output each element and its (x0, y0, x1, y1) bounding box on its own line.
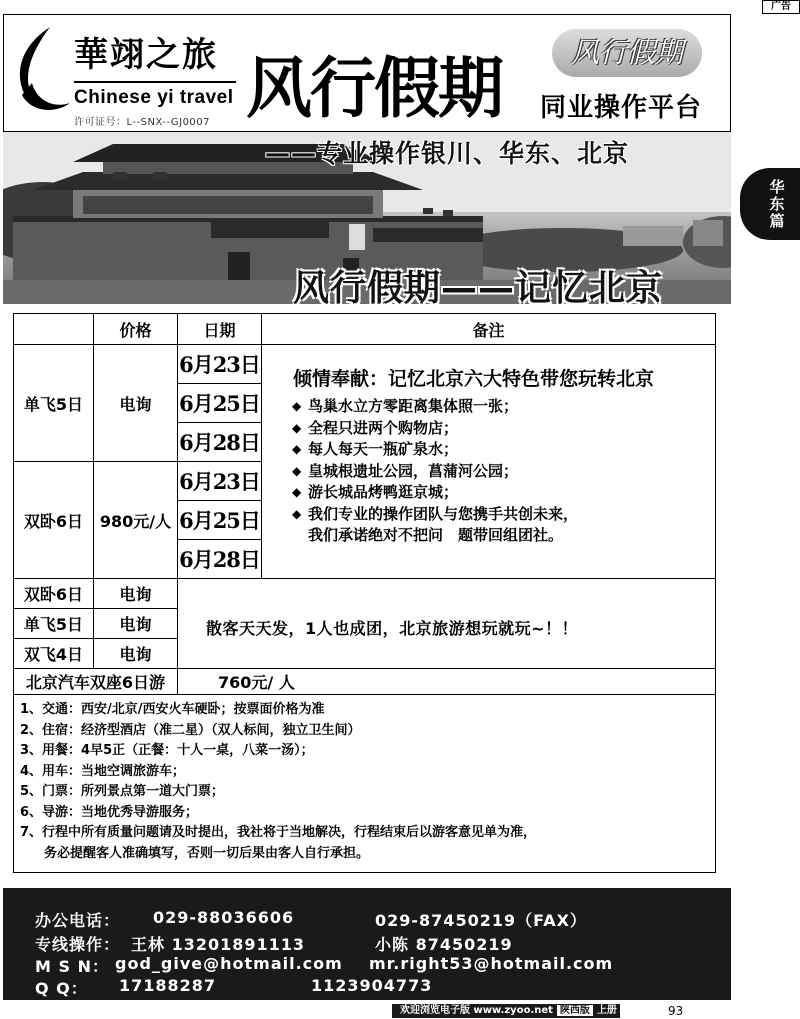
qq-label: Q Q： (35, 979, 88, 998)
volume-label: 上册 (596, 1005, 617, 1016)
tour-name: 单飞5日 (14, 345, 94, 462)
feature-item: ◆ 全程只进两个购物店； (292, 418, 578, 440)
tour-price: 电询 (94, 639, 178, 669)
tour-date: 6月25日 (178, 384, 262, 423)
terms-item: 3、用餐：4早5正（正餐：十人一桌，八菜一汤）； (20, 743, 314, 758)
promo-text: 散客天天发，1人也成团，北京旅游想玩就玩~！！ (206, 619, 579, 638)
header-date: 日期 (178, 314, 262, 345)
header-empty-cell (14, 314, 94, 345)
feature-item: ◆ 我们专业的操作团队与您携手共创未来， (292, 504, 578, 526)
tiananmen-photo (3, 132, 731, 304)
feature-item: ◆ 每人每天一瓶矿泉水； (292, 439, 578, 461)
terms-item: 1、交通：西安/北京/西安火车硬卧；按票面价格为准 (20, 702, 325, 717)
tour-date: 6月23日 (178, 462, 262, 501)
tour-date: 6月28日 (178, 423, 262, 462)
side-tab-east-china (740, 168, 800, 240)
brand-script-logo: 风行假期 (552, 29, 702, 77)
logo-english-name: Chinese yi travel (74, 87, 234, 108)
terms-list (20, 700, 536, 864)
tour-date: 6月25日 (178, 501, 262, 540)
terms-item: 4、用车：当地空调旅游车； (20, 763, 186, 779)
feature-item: 我们承诺绝对不把问 题带回组团社。 (308, 526, 564, 544)
tour-date: 6月23日 (178, 345, 262, 384)
logo (10, 21, 238, 127)
msn-address-1: god_give@hotmail.com (115, 954, 343, 973)
bus-tour-price: 760元/ 人 (178, 669, 715, 695)
tour-date: 6月28日 (178, 540, 262, 579)
tour-price: 电询 (94, 579, 178, 609)
brand-subtitle: 同业操作平台 (540, 93, 703, 123)
qq-number-2: 1123904773 (311, 976, 433, 995)
ad-tag: 广告 (762, 0, 800, 14)
bus-tour-name: 北京汽车双座6日游 (14, 669, 178, 695)
diamond-bullet-icon: ◆ (292, 506, 302, 521)
side-tab-char-2: 东 (769, 195, 785, 213)
diamond-bullet-icon: ◆ (292, 442, 302, 456)
notes-title: 倾情奉献：记忆北京六大特色带您玩转北京 (293, 368, 655, 390)
line-contact-wang: 王林 13201891113 (131, 935, 306, 954)
page-number: 93 (668, 1004, 684, 1018)
msn-label: M S N： (35, 957, 109, 976)
brand-title: 风行假期 (246, 49, 502, 127)
side-tab-char-1: 华 (769, 178, 785, 196)
license-number: 许可证号：L--SNX--GJ0007 (74, 117, 211, 128)
banner-title: 风行假期——记忆北京 (293, 268, 664, 304)
feature-list (292, 396, 578, 547)
terms-item: 5、门票：所列景点第一道大门票； (20, 784, 225, 799)
diamond-bullet-icon: ◆ (292, 420, 302, 435)
tour-name: 单飞5日 (14, 609, 94, 639)
edition-label: 陕西版 (557, 1005, 593, 1016)
line-contact-chen: 小陈 87450219 (375, 935, 513, 954)
line-contact-label: 专线操作： (35, 935, 121, 954)
terms-item: 7、行程中所有质量问题请及时提出，我社将于当地解决，行程结束后以游客意见单为准， (20, 825, 537, 840)
tour-price-table (13, 313, 716, 873)
diamond-bullet-icon: ◆ (292, 463, 302, 478)
qq-number-1: 17188287 (119, 976, 217, 995)
office-phone-label: 办公电话： (35, 911, 121, 930)
tour-name: 双卧6日 (14, 579, 94, 609)
tour-price: 电询 (94, 345, 178, 462)
header (3, 14, 731, 132)
tour-name: 双飞4日 (14, 639, 94, 669)
header-notes: 备注 (262, 314, 715, 345)
side-tab-char-3: 篇 (769, 212, 785, 230)
diamond-bullet-icon: ◆ (292, 485, 302, 499)
logo-divider (74, 81, 236, 83)
office-phone: 029-88036606 (153, 908, 295, 927)
swoosh-logo-icon (10, 23, 72, 119)
tour-price: 电询 (94, 609, 178, 639)
fax-number: 029-87450219（FAX） (375, 911, 587, 930)
tour-name: 双卧6日 (14, 462, 94, 579)
header-price: 价格 (94, 314, 178, 345)
welcome-text: 欢迎浏览电子版 www.zyoo.net (400, 1005, 553, 1016)
terms-item: 6、导游：当地优秀导游服务； (20, 804, 199, 820)
logo-chinese-name: 華翊之旅 (74, 35, 218, 75)
banner-slogan: ——专业操作银川、华东、北京 (265, 139, 630, 168)
contact-footer (3, 888, 731, 1000)
feature-item: ◆ 游长城品烤鸭逛京城； (292, 482, 578, 504)
bottom-info-bar (392, 1004, 620, 1018)
feature-item: ◆ 鸟巢水立方零距离集体照一张； (292, 396, 578, 418)
diamond-bullet-icon: ◆ (292, 399, 302, 413)
terms-item: 2、住宿：经济型酒店（准二星）（双人标间，独立卫生间） (20, 722, 361, 738)
msn-address-2: mr.right53@hotmail.com (369, 954, 614, 973)
feature-item: ◆ 皇城根遗址公园，菖蒲河公园； (292, 461, 578, 483)
terms-item: 务必提醒客人准确填写，否则一切后果由客人自行承担。 (44, 845, 370, 861)
tour-price: 980元/人 (94, 462, 178, 579)
